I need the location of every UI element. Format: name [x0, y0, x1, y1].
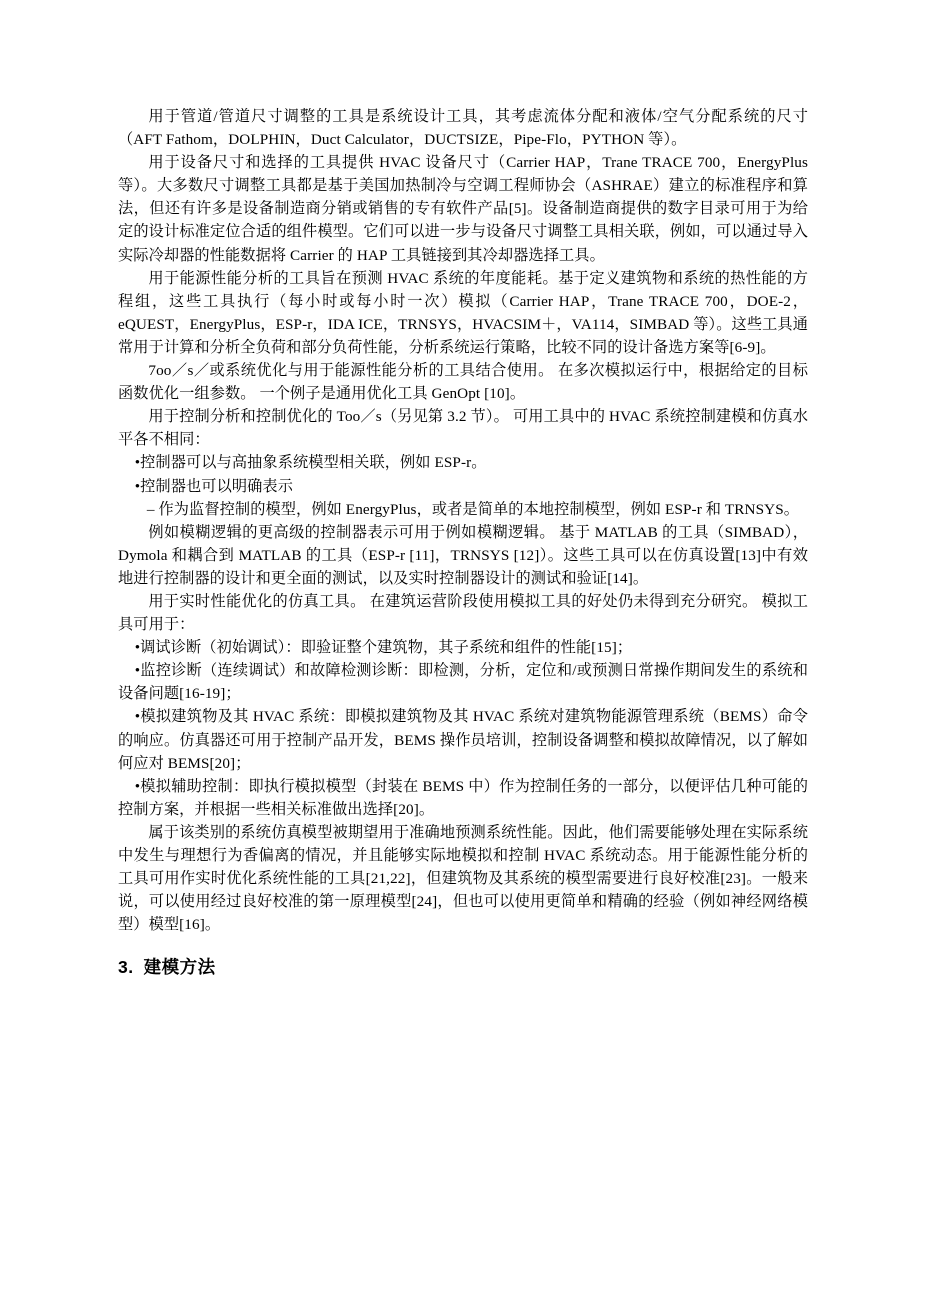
paragraph: 例如模糊逻辑的更高级的控制器表示可用于例如模糊逻辑。 基于 MATLAB 的工具（SIMBAD），Dymola 和耦合到 MATLAB 的工具（ESP-r [11]，TRNSYS [12]）。这些工具可以在仿真设置[13]中有效地进行控制器的设计和更全面的测试，以及实时控制器设计的测试和验证[14]。	[118, 523, 808, 587]
paragraph: 属于该类别的系统仿真模型被期望用于准确地预测系统性能。因此，他们需要能够处理在实际系统中发生与理想行为香偏离的情况，并且能够实际地模拟和控制 HVAC 系统动态。用于能源性能分析的工具可用作实时优化系统性能的工具[21,22]，但建筑物及其系统的模型需要进行良好校准[23]。一般来说，可以使用经过良好校准的第一原理模型[24]，但也可以使用更简单和精确的经验（例如神经网络模型）模型[16]。	[118, 823, 808, 934]
paragraph: 用于实时性能优化的仿真工具。 在建筑运营阶段使用模拟工具的好处仍未得到充分研究。 模拟工具可用于：	[118, 592, 808, 634]
section-title: 建模方法	[143, 957, 216, 978]
paragraph: 用于能源性能分析的工具旨在预测 HVAC 系统的年度能耗。基于定义建筑物和系统的热性能的方程组，这些工具执行（每小时或每小时一次）模拟（Carrier HAP，Trane TRACE 700，DOE-2，eQUEST，EnergyPlus，ESP-r，IDA ICE，TRNSYS，HVACSIM＋，VA114，SIMBAD 等）。这些工具通常用于计算和分析全负荷和部分负荷性能，分析系统运行策略，比较不同的设计备选方案等[6-9]。	[118, 269, 808, 356]
bullet-item: •控制器也可以明确表示	[134, 477, 294, 495]
bullet-item: •监控诊断（连续调试）和故障检测诊断：即检测，分析，定位和/或预测日常操作期间发生的系统和设备问题[16-19]；	[118, 662, 808, 703]
bullet-item: •控制器可以与高抽象系统模型相关联，例如 ESP-r。	[134, 454, 487, 472]
bullet-item: •调试诊断（初始调试）：即验证整个建筑物，其子系统和组件的性能[15]；	[134, 639, 633, 657]
paragraph: 7oo／s／或系统优化与用于能源性能分析的工具结合使用。 在多次模拟运行中，根据给定的目标函数优化一组参数。 一个例子是通用优化工具 GenOpt [10]。	[118, 362, 808, 403]
section-heading	[118, 954, 808, 979]
paragraph: 用于管道/管道尺寸调整的工具是系统设计工具，其考虑流体分配和液体/空气分配系统的尺寸（AFT Fathom，DOLPHIN，Duct Calculator，DUCTSIZE，Pipe-Flo，PYTHON 等）。	[118, 108, 808, 149]
bullet-item: •模拟建筑物及其 HVAC 系统：即模拟建筑物及其 HVAC 系统对建筑物能源管理系统（BEMS）命令的响应。仿真器还可用于控制产品开发，BEMS 操作员培训，控制设备调整和模拟故障情况，以了解如何应对 BEMS[20]；	[118, 708, 808, 772]
paragraph: 用于设备尺寸和选择的工具提供 HVAC 设备尺寸（Carrier HAP，Trane TRACE 700，EnergyPlus 等）。大多数尺寸调整工具都是基于美国加热制冷与空调工程师协会（ASHRAE）建立的标准程序和算法，但还有许多是设备制造商分销或销售的专有软件产品[5]。设备制造商提供的数字目录可用于为给定的设计标准定位合适的组件模型。它们可以进一步与设备尺寸调整工具相关联，例如，可以通过导入实际冷却器的性能数据将 Carrier 的 HAP 工具链接到其冷却器选择工具。	[118, 154, 808, 264]
section-number: 3.	[118, 957, 134, 978]
paragraph: 用于控制分析和控制优化的 Too／s（另见第 3.2 节）。 可用工具中的 HVAC 系统控制建模和仿真水平各不相同：	[118, 408, 808, 449]
document-body	[118, 105, 808, 936]
bullet-item: •模拟辅助控制：即执行模拟模型（封装在 BEMS 中）作为控制任务的一部分，以便评估几种可能的控制方案，并根据一些相关标准做出选择[20]。	[118, 777, 808, 818]
dash-item: – 作为监督控制的模型，例如 EnergyPlus，或者是简单的本地控制模型，例如 ESP-r 和 TRNSYS。	[146, 500, 800, 518]
